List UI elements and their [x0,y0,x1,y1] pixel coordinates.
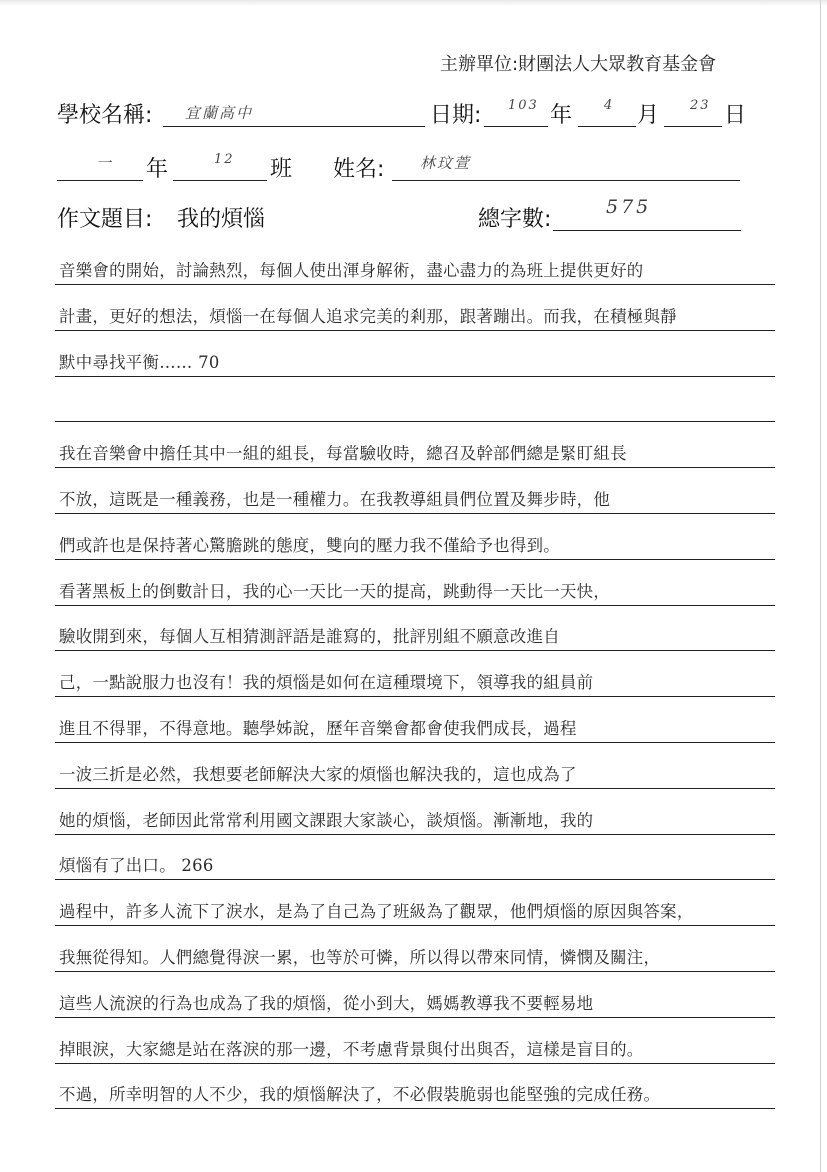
school-value: 宜蘭高中 [185,104,254,122]
essay-line-rule [55,513,775,514]
essay-line [55,289,775,331]
essay-line-text: 掉眼淚，大家總是站在落淚的那一邊，不考慮背景與付出與否，這樣是盲目的。 [59,1039,644,1059]
essay-line-text: 默中尋找平衡…… 70 [59,352,220,372]
essay-line-rule [55,1108,775,1109]
essay-line-text: 進且不得罪，不得意地。聽學姊說，歷年音樂會都會使我們成長，過程 [59,719,577,738]
grade-label: 年 [146,157,169,182]
essay-line [55,838,775,880]
essay-line [55,609,775,651]
essay-line [55,655,775,697]
essay-line-rule [55,376,775,377]
essay-line-rule [55,925,775,926]
essay-line-text: 看著黑板上的倒數計日，我的心一天比一天的提高，跳動得一天比一天快， [59,581,611,601]
essay-line [55,747,775,789]
essay-line [55,976,775,1018]
essay-line-text: 己，一點說服力也沒有！我的煩惱是如何在這種環境下，領導我的組員前 [59,673,594,693]
essay-line-rule [55,1063,775,1064]
essay-line-rule [55,971,775,972]
topic-label: 作文題目: [57,207,153,232]
essay-line-rule [55,1017,775,1018]
essay-line-text: 一波三折是必然，我想要老師解決大家的煩惱也解決我的，這也成為了 [59,764,577,784]
essay-line-text: 過程中，許多人流下了淚水，是為了自己為了班級為了觀眾，他們煩惱的原因與答案， [59,902,694,922]
word-count-value: 575 [606,196,652,218]
essay-line-rule [55,605,775,606]
scan-edge-top [0,0,827,6]
essay-line [55,472,775,514]
date-label: 日期: [430,103,482,128]
essay-line-text: 音樂會的開始，討論熱烈，每個人使出渾身解術，盡心盡力的為班上提供更好的 [59,261,644,280]
essay-line-rule [55,467,775,468]
essay-line-rule [55,879,775,880]
essay-line-rule [55,284,775,285]
essay-line-rule [55,696,775,697]
essay-line-text: 計畫，更好的想法，煩惱一在每個人追求完美的剎那，跟著蹦出。而我，在積極與靜 [59,306,677,326]
class-name-row [0,146,827,186]
essay-line-text: 驗收開到來，每個人互相猜測評語是誰寫的，批評別組不願意改進自 [59,627,560,647]
essay-line [55,518,775,560]
essay-line [55,380,775,422]
class-value: 12 [214,152,235,167]
essay-line [55,884,775,926]
month-label: 月 [637,103,660,128]
essay-line-text: 這些人流淚的行為也成為了我的煩惱，從小到大，媽媽教導我不要輕易地 [59,993,594,1013]
essay-line [55,793,775,835]
essay-line-rule [55,330,775,331]
essay-line-text: 我無從得知。人們總覺得淚一累，也等於可憐，所以得以帶來同情，憐憫及關注， [59,948,661,967]
topic-value: 我的煩惱 [177,207,266,232]
essay-line-rule [55,742,775,743]
essay-line-text: 不過，所幸明智的人不少，我的煩惱解決了，不必假裝脆弱也能堅強的完成任務。 [59,1085,661,1105]
name-label: 姓名: [333,157,385,182]
essay-line-rule [55,650,775,651]
school-label: 學校名稱: [57,103,153,128]
essay-line-text: 我在音樂會中擔任其中一組的組長，每當驗收時，總召及幹部們總是緊盯組長 [59,444,627,464]
day-label: 日 [724,103,747,128]
essay-line [55,243,775,285]
class-label: 班 [270,157,293,182]
essay-line [55,335,775,377]
date-month-value: 4 [604,98,615,113]
essay-line-rule [55,788,775,789]
grade-value: 一 [96,154,114,172]
year-label: 年 [550,103,573,128]
essay-line [55,426,775,468]
essay-line-rule [55,421,775,422]
name-value: 林玟萱 [420,154,472,172]
date-year-value: 103 [508,98,539,113]
school-date-row [0,92,827,132]
essay-line-text: 她的煩惱，老師因此常常利用國文課跟大家談心，談煩惱。漸漸地，我的 [59,810,594,830]
essay-line [55,701,775,743]
essay-line [55,564,775,606]
sponsor-line: 主辦單位:財團法人大眾教育基金會 [440,54,717,75]
word-count-label: 總字數: [478,207,552,232]
essay-line [55,1067,775,1109]
essay-line [55,1022,775,1064]
essay-line-rule [55,834,775,835]
essay-line-text: 煩惱有了出口。 266 [59,856,214,876]
essay-line-text: 們或許也是保持著心驚膽跳的態度，雙向的壓力我不僅給予也得到。 [59,535,560,555]
essay-line [55,930,775,972]
essay-line-rule [55,559,775,560]
topic-row [0,198,827,238]
essay-line-text: 不放，這既是一種義務，也是一種權力。在我教導組員們位置及舞步時，他 [59,490,611,509]
date-day-value: 23 [690,98,711,113]
